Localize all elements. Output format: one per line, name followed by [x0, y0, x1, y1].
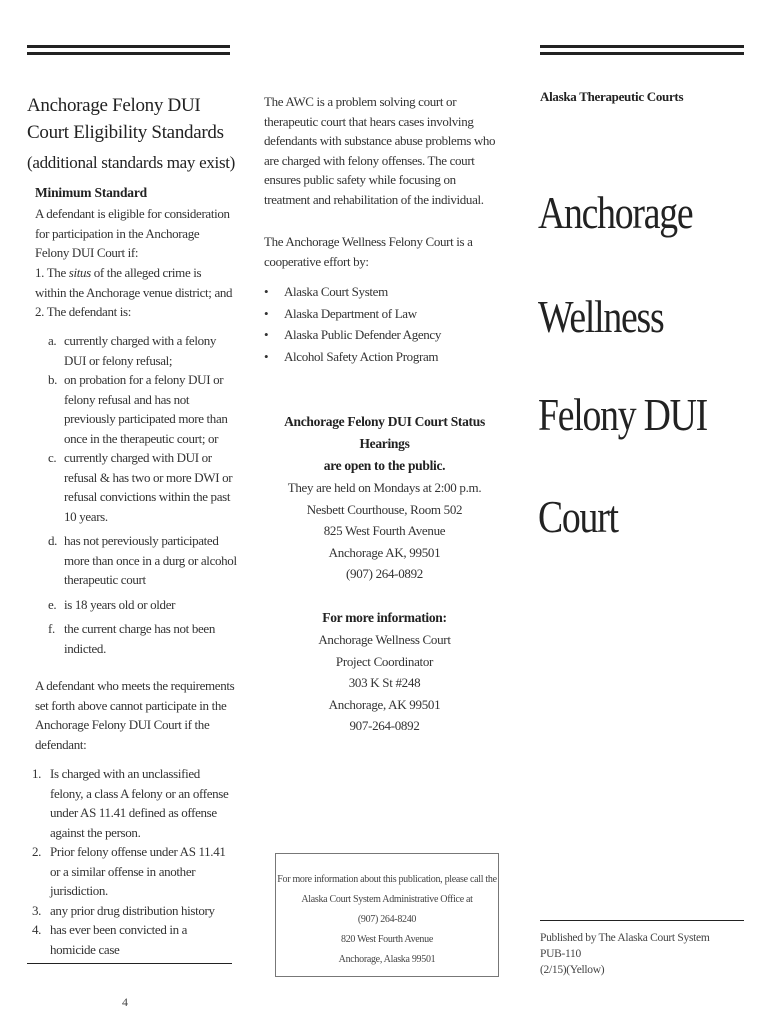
more-info-line: Anchorage Wellness Court	[318, 632, 451, 647]
disq-item-text: Prior felony offense under AS 11.41 or a similar offense in another jurisdiction.	[50, 844, 226, 898]
right-bottom-rule	[540, 920, 744, 921]
sub-item-label: a.	[48, 333, 57, 348]
item1-suffix: of the alleged crime is within the Anchorage venue district; and	[35, 265, 233, 300]
box-line: 820 West Fourth Avenue	[341, 934, 433, 945]
minimum-standard-heading: Minimum Standard	[35, 185, 147, 200]
partner-label: Alaska Court System	[284, 284, 388, 299]
sub-item-label: e.	[48, 596, 57, 612]
hearings-heading-1: Anchorage Felony DUI Court Status Hearings	[284, 414, 485, 451]
partner-label: Alaska Public Defender Agency	[284, 327, 441, 342]
partner-label: Alaska Department of Law	[284, 305, 417, 321]
left-top-rule-1	[27, 45, 230, 48]
eligibility-subtitle: (additional standards may exist)	[27, 153, 236, 172]
disq-item-label: 4.	[32, 922, 42, 937]
partner-item	[264, 304, 504, 324]
eligibility-title	[27, 92, 232, 146]
sub-item-a	[48, 331, 238, 370]
sub-item-label: f.	[48, 621, 55, 636]
publication-date: (2/15)(Yellow)	[540, 964, 605, 976]
hearings-line: (907) 264-0892	[345, 566, 424, 581]
awc-description: The AWC is a problem solving court or therapeutic court that hears cases involving defendants with substance abuse problems who are charged with felony offenses. The court ensures public safety while focusing on treatment and rehabilitation of the individual.	[264, 94, 496, 207]
sub-item-label: c.	[48, 450, 57, 465]
publication-info-box	[275, 853, 499, 977]
disq-item-text: has ever been convicted in a homicide case	[50, 922, 188, 957]
hearings-line: They are held on Mondays at 2:00 p.m.	[287, 480, 482, 495]
page-number: 4	[122, 995, 128, 1009]
bullet-icon: •	[264, 305, 269, 321]
sub-item-b	[48, 370, 238, 448]
more-info-line: 303 K St #248	[348, 675, 421, 690]
hearings-line: Nesbett Courthouse, Room 502	[306, 501, 463, 517]
status-hearings-block	[262, 411, 507, 585]
sub-item-e	[48, 595, 238, 615]
sub-item-f	[48, 619, 238, 658]
eligibility-sub-list	[48, 331, 238, 663]
more-info-line: 907-264-0892	[349, 718, 420, 733]
publisher-line: Published by The Alaska Court System	[540, 932, 710, 944]
hearings-heading-2: are open to the public.	[323, 458, 446, 473]
disqualification-intro: A defendant who meets the requirements set forth above cannot participate in the Anchorage Felony DUI Court if the defendant:	[35, 678, 235, 752]
left-bottom-rule	[27, 963, 232, 964]
disq-item-3	[32, 901, 232, 921]
cover-title-line3: Felony DUI	[538, 389, 707, 440]
bullet-icon: •	[264, 327, 269, 342]
sub-item-label: b.	[48, 372, 58, 387]
disq-item-1	[32, 764, 232, 842]
publisher-info	[540, 930, 750, 978]
partner-item	[264, 282, 504, 302]
eligibility-title-line2: Court Eligibility Standards	[27, 122, 224, 143]
partner-list	[264, 282, 504, 366]
sub-item-text: the current charge has not been indicted.	[64, 621, 215, 656]
disq-item-2	[32, 842, 232, 901]
item1-prefix: 1. The	[35, 265, 69, 280]
disq-item-label: 1.	[32, 766, 42, 781]
more-info-line: Anchorage, AK 99501	[328, 696, 441, 712]
cover-title-line2: Wellness	[538, 291, 664, 342]
disqualification-list	[32, 764, 232, 959]
sub-item-text: is 18 years old or older	[64, 596, 176, 612]
sub-item-d	[48, 531, 238, 590]
bullet-icon: •	[264, 284, 269, 299]
right-top-rule-2	[540, 52, 744, 55]
more-info-heading: For more information:	[322, 610, 447, 625]
publication-info-text	[276, 870, 498, 970]
eligibility-item-1	[35, 263, 235, 302]
sub-item-c	[48, 448, 238, 526]
hearings-line: Anchorage AK, 99501	[328, 544, 441, 560]
left-top-rule-2	[27, 52, 230, 55]
publication-code: PUB-110	[540, 948, 581, 960]
sub-item-label: d.	[48, 533, 58, 548]
sub-item-text: on probation for a felony DUI or felony refusal and has not previously participated more than once in the therapeutic court; or	[64, 372, 228, 446]
eligibility-intro: A defendant is eligible for consideration for participation in the Anchorage Felony DUI Court if:	[35, 206, 230, 260]
disq-item-text: Is charged with an unclassified felony, a class A felony or an offense under AS 11.41 defined as offense against the person.	[50, 766, 229, 840]
disq-item-text: any prior drug distribution history	[50, 902, 215, 918]
cover-title-line1: Anchorage	[538, 187, 693, 238]
partner-item	[264, 347, 504, 367]
more-info-block	[262, 607, 507, 737]
disq-item-label: 2.	[32, 844, 42, 859]
disq-item-4	[32, 920, 232, 959]
partner-label: Alcohol Safety Action Program	[284, 348, 439, 364]
bullet-icon: •	[264, 348, 269, 364]
box-line: (907) 264-8240	[357, 914, 417, 925]
sub-item-text: has not pereviously participated more than once in a durg or alcohol therapeutic court	[64, 533, 237, 587]
cooperative-intro: The Anchorage Wellness Felony Court is a cooperative effort by:	[264, 234, 473, 269]
cover-title-line4: Court	[538, 491, 618, 542]
sub-item-text: currently charged with DUI or refusal & has two or more DWI or refusal convictions within the past 10 years.	[64, 450, 233, 524]
partner-item	[264, 325, 504, 345]
box-line: Alaska Court System Administrative Office at	[301, 894, 473, 905]
sub-item-text: currently charged with a felony DUI or felony refusal;	[64, 333, 217, 368]
eligibility-title-line1: Anchorage Felony DUI	[27, 95, 201, 116]
eligibility-item-2: 2. The defendant is:	[35, 304, 132, 319]
more-info-line: Project Coordinator	[335, 653, 434, 669]
program-label: Alaska Therapeutic Courts	[540, 89, 684, 104]
box-line: Anchorage, Alaska 99501	[338, 954, 436, 965]
hearings-line: 825 West Fourth Avenue	[323, 523, 446, 538]
right-top-rule-1	[540, 45, 744, 48]
box-line: For more information about this publication, please call the	[277, 874, 497, 885]
disq-item-label: 3.	[32, 902, 42, 918]
item1-italic: situs	[68, 265, 91, 280]
